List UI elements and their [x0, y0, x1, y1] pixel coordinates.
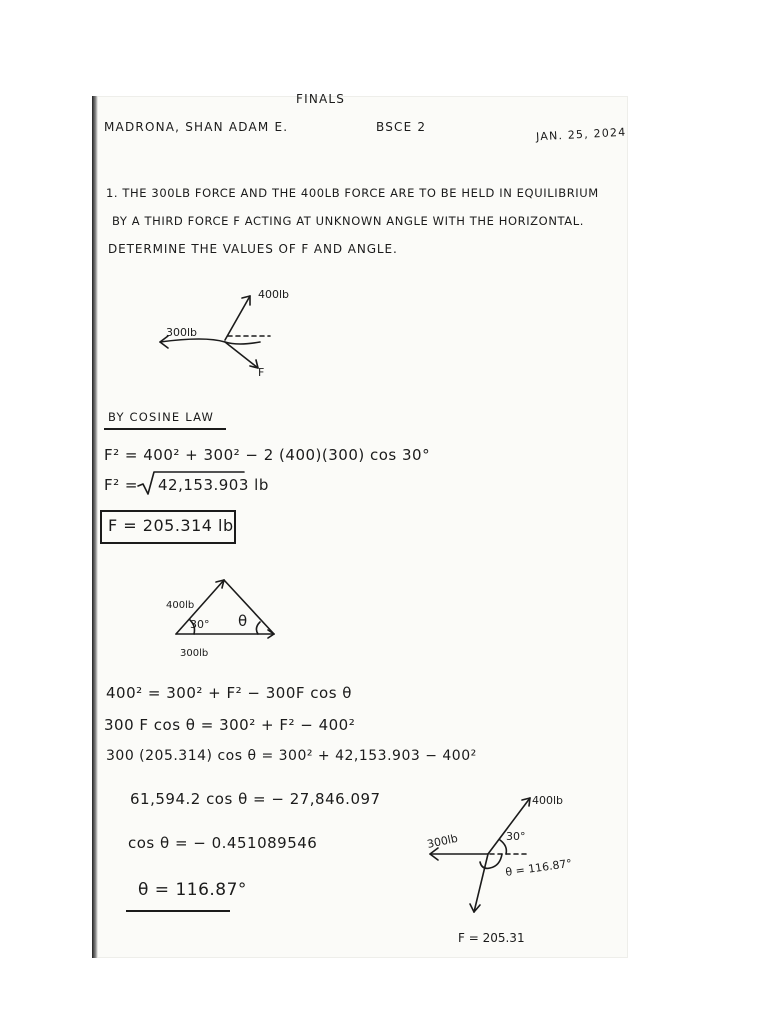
- heading-underline: [104, 428, 226, 430]
- label-side-300: 300lb: [180, 648, 209, 659]
- force-300-line: [160, 339, 260, 344]
- force-400-line: [225, 296, 250, 340]
- answer-underline: [126, 910, 230, 912]
- cosine-equation-2-lhs: F² =: [104, 476, 138, 494]
- cosine-equation-1: F² = 400² + 300² − 2 (400)(300) cos 30°: [104, 446, 431, 464]
- course-section: BSCE 2: [376, 120, 427, 134]
- problem-line-1: 1. THE 300LB FORCE AND THE 400LB FORCE ARE TO BE HELD IN EQUILIBRIUM: [106, 186, 599, 200]
- label-400lb: 400lb: [258, 288, 290, 301]
- triangle-side-f: [224, 580, 274, 634]
- final-label-30: 30°: [506, 830, 526, 843]
- theta-answer: θ = 116.87°: [138, 880, 247, 900]
- theta-equation-5: cos θ = − 0.451089546: [128, 834, 318, 852]
- label-f: F: [258, 366, 265, 379]
- paper-edge: [92, 96, 98, 958]
- theta-equation-1: 400² = 300² + F² − 300F cos θ: [106, 684, 352, 702]
- label-theta: θ: [238, 612, 248, 630]
- exam-date: JAN. 25, 2024: [535, 125, 627, 144]
- force-f-line: [225, 342, 258, 368]
- theta-equation-3: 300 (205.314) cos θ = 300² + 42,153.903 − 400²: [106, 748, 477, 764]
- theta-equation-4: 61,594.2 cos θ = − 27,846.097: [130, 790, 381, 808]
- problem-line-2: BY A THIRD FORCE F ACTING AT UNKNOWN ANGLE WITH THE HORIZONTAL.: [112, 214, 584, 228]
- result-f: F = 205.314 lb: [108, 516, 234, 535]
- student-name: MADRONA, SHAN ADAM E.: [104, 120, 289, 134]
- angle-theta-arc: [256, 622, 260, 634]
- theta-equation-2: 300 F cos θ = 300² + F² − 400²: [104, 716, 356, 734]
- final-label-f: F = 205.31: [458, 931, 525, 945]
- triangle-diagram: [166, 572, 286, 662]
- cosine-equation-2-root: 42,153.903 lb: [158, 476, 269, 494]
- problem-line-3: DETERMINE THE VALUES OF F AND ANGLE.: [108, 242, 398, 256]
- final-label-400lb: 400lb: [532, 794, 564, 807]
- final-force-400-line: [488, 798, 530, 854]
- force-diagram-final: [426, 790, 596, 950]
- final-label-300lb: 300lb: [425, 831, 459, 851]
- final-theta-arc: [480, 854, 502, 868]
- label-angle-30: 30°: [190, 618, 210, 631]
- force-diagram-1: [150, 280, 300, 380]
- cosine-law-heading: BY COSINE LAW: [108, 410, 215, 424]
- exam-title: FINALS: [296, 92, 346, 106]
- final-label-theta: θ = 116.87°: [504, 856, 573, 879]
- label-300lb: 300lb: [166, 326, 198, 339]
- label-side-400: 400lb: [166, 600, 195, 611]
